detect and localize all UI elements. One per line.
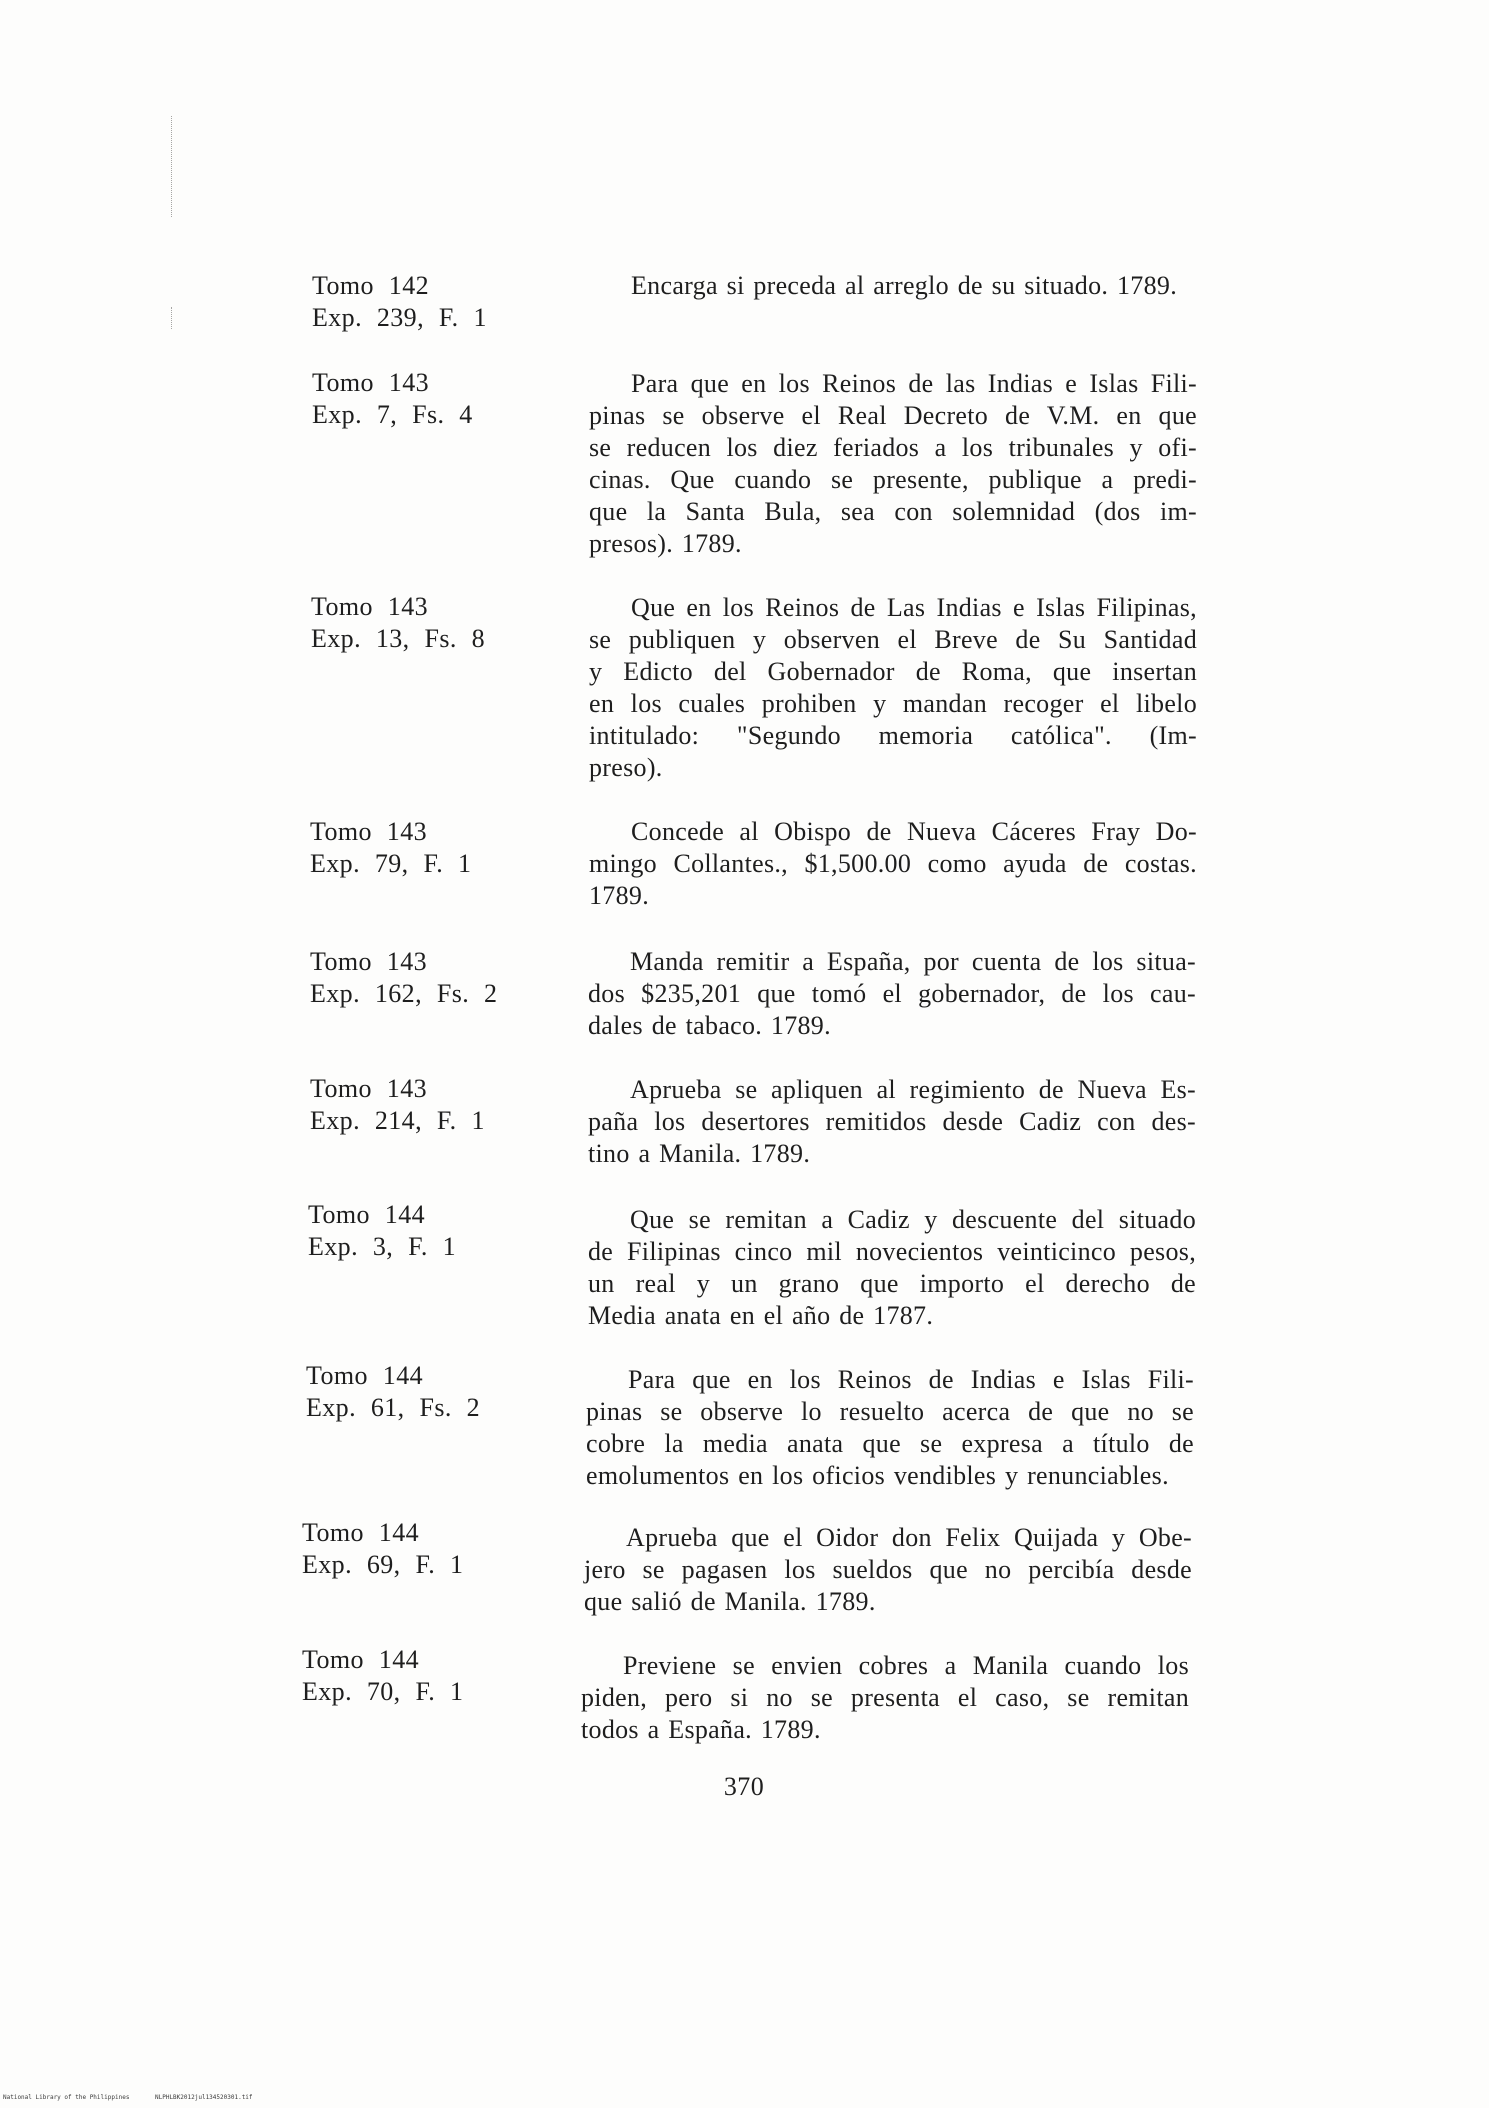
entry-description — [588, 946, 1196, 1042]
entry-reference — [306, 1360, 480, 1424]
description-line: en los cuales prohiben y mandan recoger el libelo — [589, 689, 1197, 718]
description-line: Concede al Obispo de Nueva Cáceres Fray Do- — [631, 817, 1197, 846]
entry-description — [589, 270, 1197, 302]
description-line: pinas se observe el Real Decreto de V.M. en que — [589, 401, 1197, 430]
entry-expediente: Exp. 70, F. 1 — [302, 1677, 464, 1706]
entry-description — [581, 1650, 1189, 1746]
entry-description — [589, 368, 1197, 560]
entry-tomo: Tomo 144 — [306, 1361, 423, 1390]
entry-tomo: Tomo 142 — [312, 271, 429, 300]
entry-reference — [302, 1644, 463, 1708]
entry-expediente: Exp. 79, F. 1 — [310, 849, 472, 878]
entry-tomo: Tomo 143 — [310, 947, 427, 976]
scan-margin-mark — [171, 116, 172, 217]
description-line: Que se remitan a Cadiz y descuente del situado — [630, 1205, 1196, 1234]
description-line: dos $235,201 que tomó el gobernador, de los cau- — [588, 979, 1196, 1008]
entry-expediente: Exp. 214, F. 1 — [310, 1106, 485, 1135]
description-line: 1789. — [589, 881, 649, 910]
description-line: todos a España. 1789. — [581, 1715, 821, 1744]
description-line: cobre la media anata que se expresa a título de — [586, 1429, 1194, 1458]
entry-tomo: Tomo 143 — [312, 368, 429, 397]
description-line: paña los desertores remitidos desde Cadiz con des- — [588, 1107, 1196, 1136]
description-line: Para que en los Reinos de Indias e Islas Fili- — [628, 1365, 1194, 1394]
description-line: emolumentos en los oficios vendibles y renunciables. — [586, 1461, 1169, 1490]
entry-reference — [312, 367, 473, 431]
page-number: 370 — [723, 1772, 765, 1801]
description-line: mingo Collantes., $1,500.00 como ayuda de costas. — [589, 849, 1197, 878]
description-line: pinas se observe lo resuelto acerca de que no se — [586, 1397, 1194, 1426]
entry-reference — [312, 270, 487, 334]
entry-expediente: Exp. 13, Fs. 8 — [311, 624, 486, 653]
entry-tomo: Tomo 144 — [308, 1200, 425, 1229]
entry-expediente: Exp. 3, F. 1 — [308, 1232, 457, 1261]
entry-reference — [310, 946, 497, 1010]
description-line: se reducen los diez feriados a los tribunales y ofi- — [589, 433, 1197, 462]
description-line: Que en los Reinos de Las Indias e Islas Filipinas, — [631, 593, 1197, 622]
footer-filename: NLPHLBK2012jul134520301.tif — [155, 2094, 253, 2101]
description-line: jero se pagasen los sueldos que no percibía desde — [584, 1555, 1192, 1584]
description-line: cinas. Que cuando se presente, publique a predi- — [589, 465, 1197, 494]
description-line: presos). 1789. — [589, 529, 742, 558]
entry-reference — [308, 1199, 456, 1263]
description-line: intitulado: "Segundo memoria católica". (Im- — [589, 721, 1197, 750]
entry-expediente: Exp. 61, Fs. 2 — [306, 1393, 481, 1422]
description-line: se publiquen y observen el Breve de Su Santidad — [589, 625, 1197, 654]
description-line: Aprueba que el Oidor don Felix Quijada y Obe- — [626, 1523, 1192, 1552]
entry-expediente: Exp. 7, Fs. 4 — [312, 400, 473, 429]
description-line: Para que en los Reinos de las Indias e Islas Fili- — [631, 369, 1197, 398]
entry-description — [584, 1522, 1192, 1618]
entry-reference — [302, 1517, 463, 1581]
entry-description — [586, 1364, 1194, 1492]
description-line: preso). — [589, 753, 663, 782]
description-line: Manda remitir a España, por cuenta de los situa- — [630, 947, 1196, 976]
entry-description — [589, 816, 1197, 912]
description-line: Previene se envien cobres a Manila cuando los — [623, 1651, 1189, 1680]
entry-reference — [310, 816, 471, 880]
entry-tomo: Tomo 143 — [310, 1074, 427, 1103]
description-line: Media anata en el año de 1787. — [588, 1301, 934, 1330]
entry-expediente: Exp. 239, F. 1 — [312, 303, 487, 332]
description-line: Aprueba se apliquen al regimiento de Nueva Es- — [630, 1075, 1196, 1104]
entry-tomo: Tomo 144 — [302, 1645, 419, 1674]
scan-margin-mark — [171, 307, 172, 329]
entry-description — [588, 1204, 1196, 1332]
description-line: y Edicto del Gobernador de Roma, que insertan — [589, 657, 1197, 686]
entry-reference — [311, 591, 485, 655]
entry-description — [589, 592, 1197, 784]
description-line: Encarga si preceda al arreglo de su situado. 1789. — [631, 271, 1177, 300]
description-line: dales de tabaco. 1789. — [588, 1011, 831, 1040]
description-line: tino a Manila. 1789. — [588, 1139, 811, 1168]
description-line: piden, pero si no se presenta el caso, se remitan — [581, 1683, 1189, 1712]
entry-tomo: Tomo 143 — [311, 592, 428, 621]
description-line: que salió de Manila. 1789. — [584, 1587, 876, 1616]
description-line: un real y un grano que importo el derecho de — [588, 1269, 1196, 1298]
entry-tomo: Tomo 143 — [310, 817, 427, 846]
entry-description — [588, 1074, 1196, 1170]
footer-library-credit: National Library of the Philippines — [3, 2094, 130, 2101]
entry-reference — [310, 1073, 485, 1137]
entry-expediente: Exp. 69, F. 1 — [302, 1550, 464, 1579]
entry-expediente: Exp. 162, Fs. 2 — [310, 979, 498, 1008]
description-line: de Filipinas cinco mil novecientos veinticinco pesos, — [588, 1237, 1196, 1266]
description-line: que la Santa Bula, sea con solemnidad (dos im- — [589, 497, 1197, 526]
entry-tomo: Tomo 144 — [302, 1518, 419, 1547]
